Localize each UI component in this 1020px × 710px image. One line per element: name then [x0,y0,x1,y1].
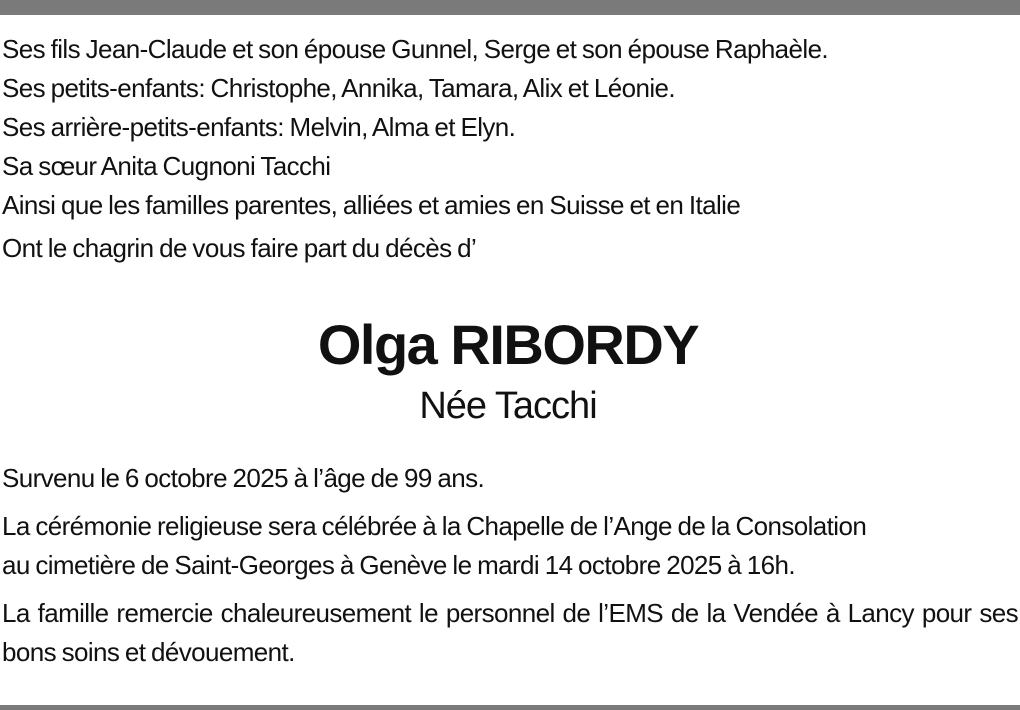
ceremony-line-1: La cérémonie religieuse sera célébrée à la Chapelle de l’Ange de la Consolation [2,511,867,541]
maiden-name: Née Tacchi [419,385,597,427]
family-line-grandchildren: Ses petits-enfants: Christophe, Annika, Tamara, Alix et Léonie. [2,73,676,103]
announcement-intro: Ont le chagrin de vous faire part du décès d’ [2,233,477,263]
ceremony-text [2,507,1018,585]
family-list [2,30,1018,225]
thanks-text: La famille remercie chaleureusement le personnel de l’EMS de la Vendée à Lancy pour ses bons soins et dévouement. [2,598,1018,667]
deceased-name: Olga RIBORDY [317,313,699,376]
family-line-relatives: Ainsi que les familles parentes, alliées et amies en Suisse et en Italie [2,190,741,220]
ceremony-line-2: au cimetière de Saint-Georges à Genève le mardi 14 octobre 2025 à 16h. [2,550,795,580]
family-line-sons: Ses fils Jean-Claude et son épouse Gunnel, Serge et son épouse Raphaèle. [2,34,829,64]
obituary-notice [2,30,1018,672]
family-line-great-grandchildren: Ses arrière-petits-enfants: Melvin, Alma et Elyn. [2,112,516,142]
top-border-rule [0,0,1020,15]
bottom-border-rule [0,705,1020,710]
family-line-sister: Sa sœur Anita Cugnoni Tacchi [2,151,331,181]
death-date-text: Survenu le 6 octobre 2025 à l’âge de 99 ans. [2,463,485,493]
notice-details [2,459,1018,672]
